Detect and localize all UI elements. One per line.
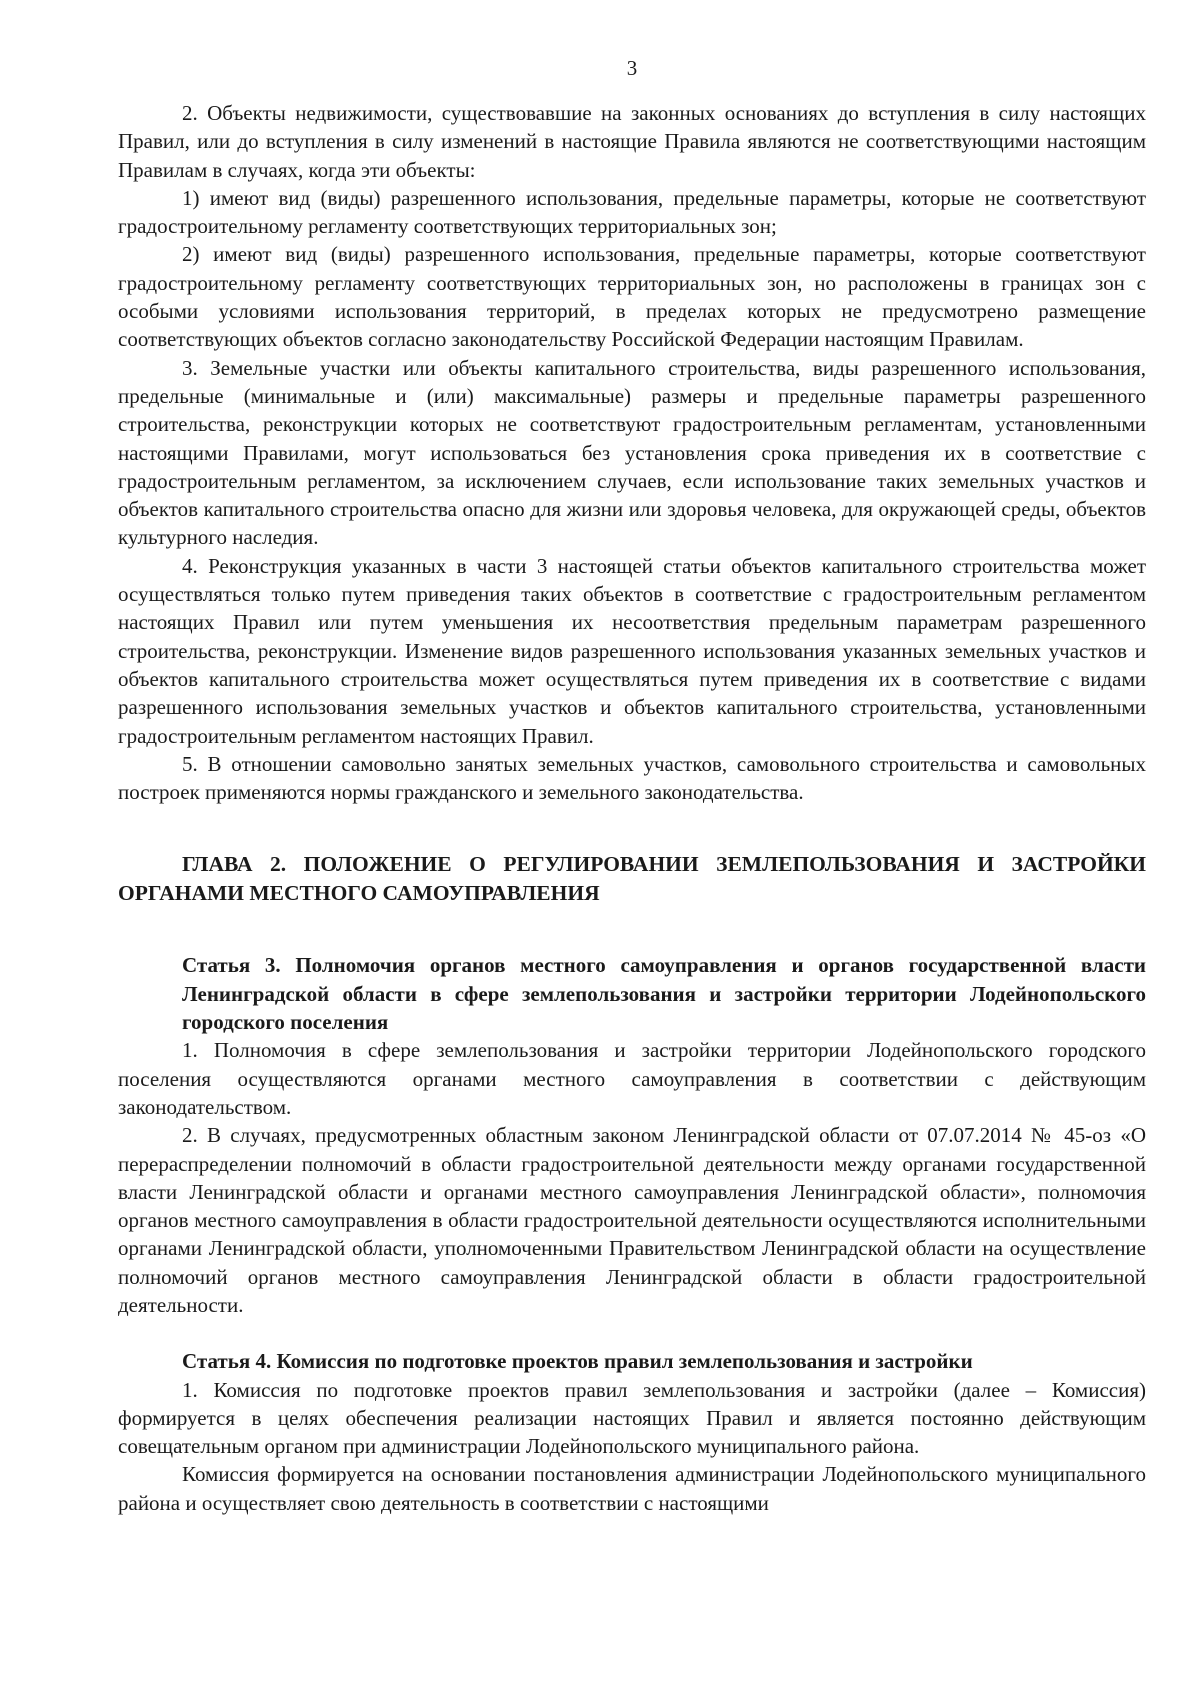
chapter-heading: ГЛАВА 2. ПОЛОЖЕНИЕ О РЕГУЛИРОВАНИИ ЗЕМЛЕПОЛЬЗОВАНИЯ И ЗАСТРОЙКИ ОРГАНАМИ МЕСТНОГО САМОУПРАВЛЕНИЯ — [118, 852, 1146, 905]
article-3-heading: Статья 3. Полномочия органов местного самоуправления и органов государственной власти Ленинградской области в сфере землепользования и застройки территории Лодейнопольского городского поселения — [182, 953, 1146, 1035]
paragraph-2: 2. Объекты недвижимости, существовавшие на законных основаниях до вступления в силу настоящих Правил, или до вступления в силу изменений в настоящие Правила являются не соответствующими настоящим Правилам в случаях, когда эти объекты: — [118, 101, 1146, 182]
section-spacer — [118, 1319, 1146, 1347]
paragraph-3: 3. Земельные участки или объекты капитального строительства, виды разрешенного использования, предельные (минимальные и (или) максимальные) размеры и предельные параметры разрешенного строительства, реконструкции которых не соответствуют градостроительным регламентам, установленными настоящими Правилами, могут использоваться без установления срока приведения их в соответствие с градостроительным регламентом, за исключением случаев, если использование таких земельных участков и объектов капитального строительства опасно для жизни или здоровья человека, для окружающей среды, объектов культурного наследия. — [118, 355, 1146, 550]
paragraph-2-item-1: 1) имеют вид (виды) разрешенного использования, предельные параметры, которые не соответствуют градостроительному регламенту соответствующих территориальных зон; — [118, 185, 1146, 239]
article-3-paragraph-1: 1. Полномочия в сфере землепользования и застройки территории Лодейнопольского городского поселения осуществляются органами местного самоуправления в соответствии с действующим законодательством. — [118, 1038, 1146, 1119]
article-4-heading: Статья 4. Комиссия по подготовке проектов правил землепользования и застройки — [182, 1349, 973, 1374]
paragraph-2-item-2: 2) имеют вид (виды) разрешенного использования, предельные параметры, которые соответствуют градостроительному регламенту соответствующих территориальных зон, но расположены в границах зон с особыми условиями использования территорий, в пределах которых не предусмотрено размещение соответствующих объектов согласно законодательству Российской Федерации настоящим Правилам. — [118, 242, 1146, 352]
article-4-paragraph-2: Комиссия формируется на основании постановления администрации Лодейнопольского муниципального района и осуществляет свою деятельность в соответствии с настоящими — [118, 1462, 1146, 1515]
document-page — [118, 55, 1146, 1517]
article-4-paragraph-1: 1. Комиссия по подготовке проектов правил землепользования и застройки (далее – Комиссия) формируется в целях обеспечения реализации настоящих Правил и является постоянно действующим совещательным органом при администрации Лодейнопольского муниципального района. — [118, 1377, 1146, 1459]
paragraph-4: 4. Реконструкция указанных в части 3 настоящей статьи объектов капитального строительства может осуществляться только путем приведения таких объектов в соответствие с градостроительным регламентом настоящих Правил или путем уменьшения их несоответствия предельным параметрам разрешенного строительства, реконструкции. Изменение видов разрешенного использования указанных земельных участков и объектов капитального строительства может осуществляться путем приведения их в соответствие с видами разрешенного использования земельных участков и объектов капитального строительства, установленными градостроительным регламентом настоящих Правил. — [118, 553, 1146, 748]
page-number: 3 — [626, 56, 638, 80]
article-3-paragraph-2: 2. В случаях, предусмотренных областным законом Ленинградской области от 07.07.2014 № 45-оз «О перераспределении полномочий в области градостроительной деятельности между органами государственной власти Ленинградской области и органами местного самоуправления Ленинградской области», полномочия органов местного самоуправления в области градостроительной деятельности осуществляются исполнительными органами Ленинградской области, уполномоченными Правительством Ленинградской области на осуществление полномочий органов местного самоуправления Ленинградской области в области градостроительной деятельности. — [118, 1123, 1146, 1317]
paragraph-5: 5. В отношении самовольно занятых земельных участков, самовольного строительства и самовольных построек применяются нормы гражданского и земельного законодательства. — [118, 751, 1146, 805]
